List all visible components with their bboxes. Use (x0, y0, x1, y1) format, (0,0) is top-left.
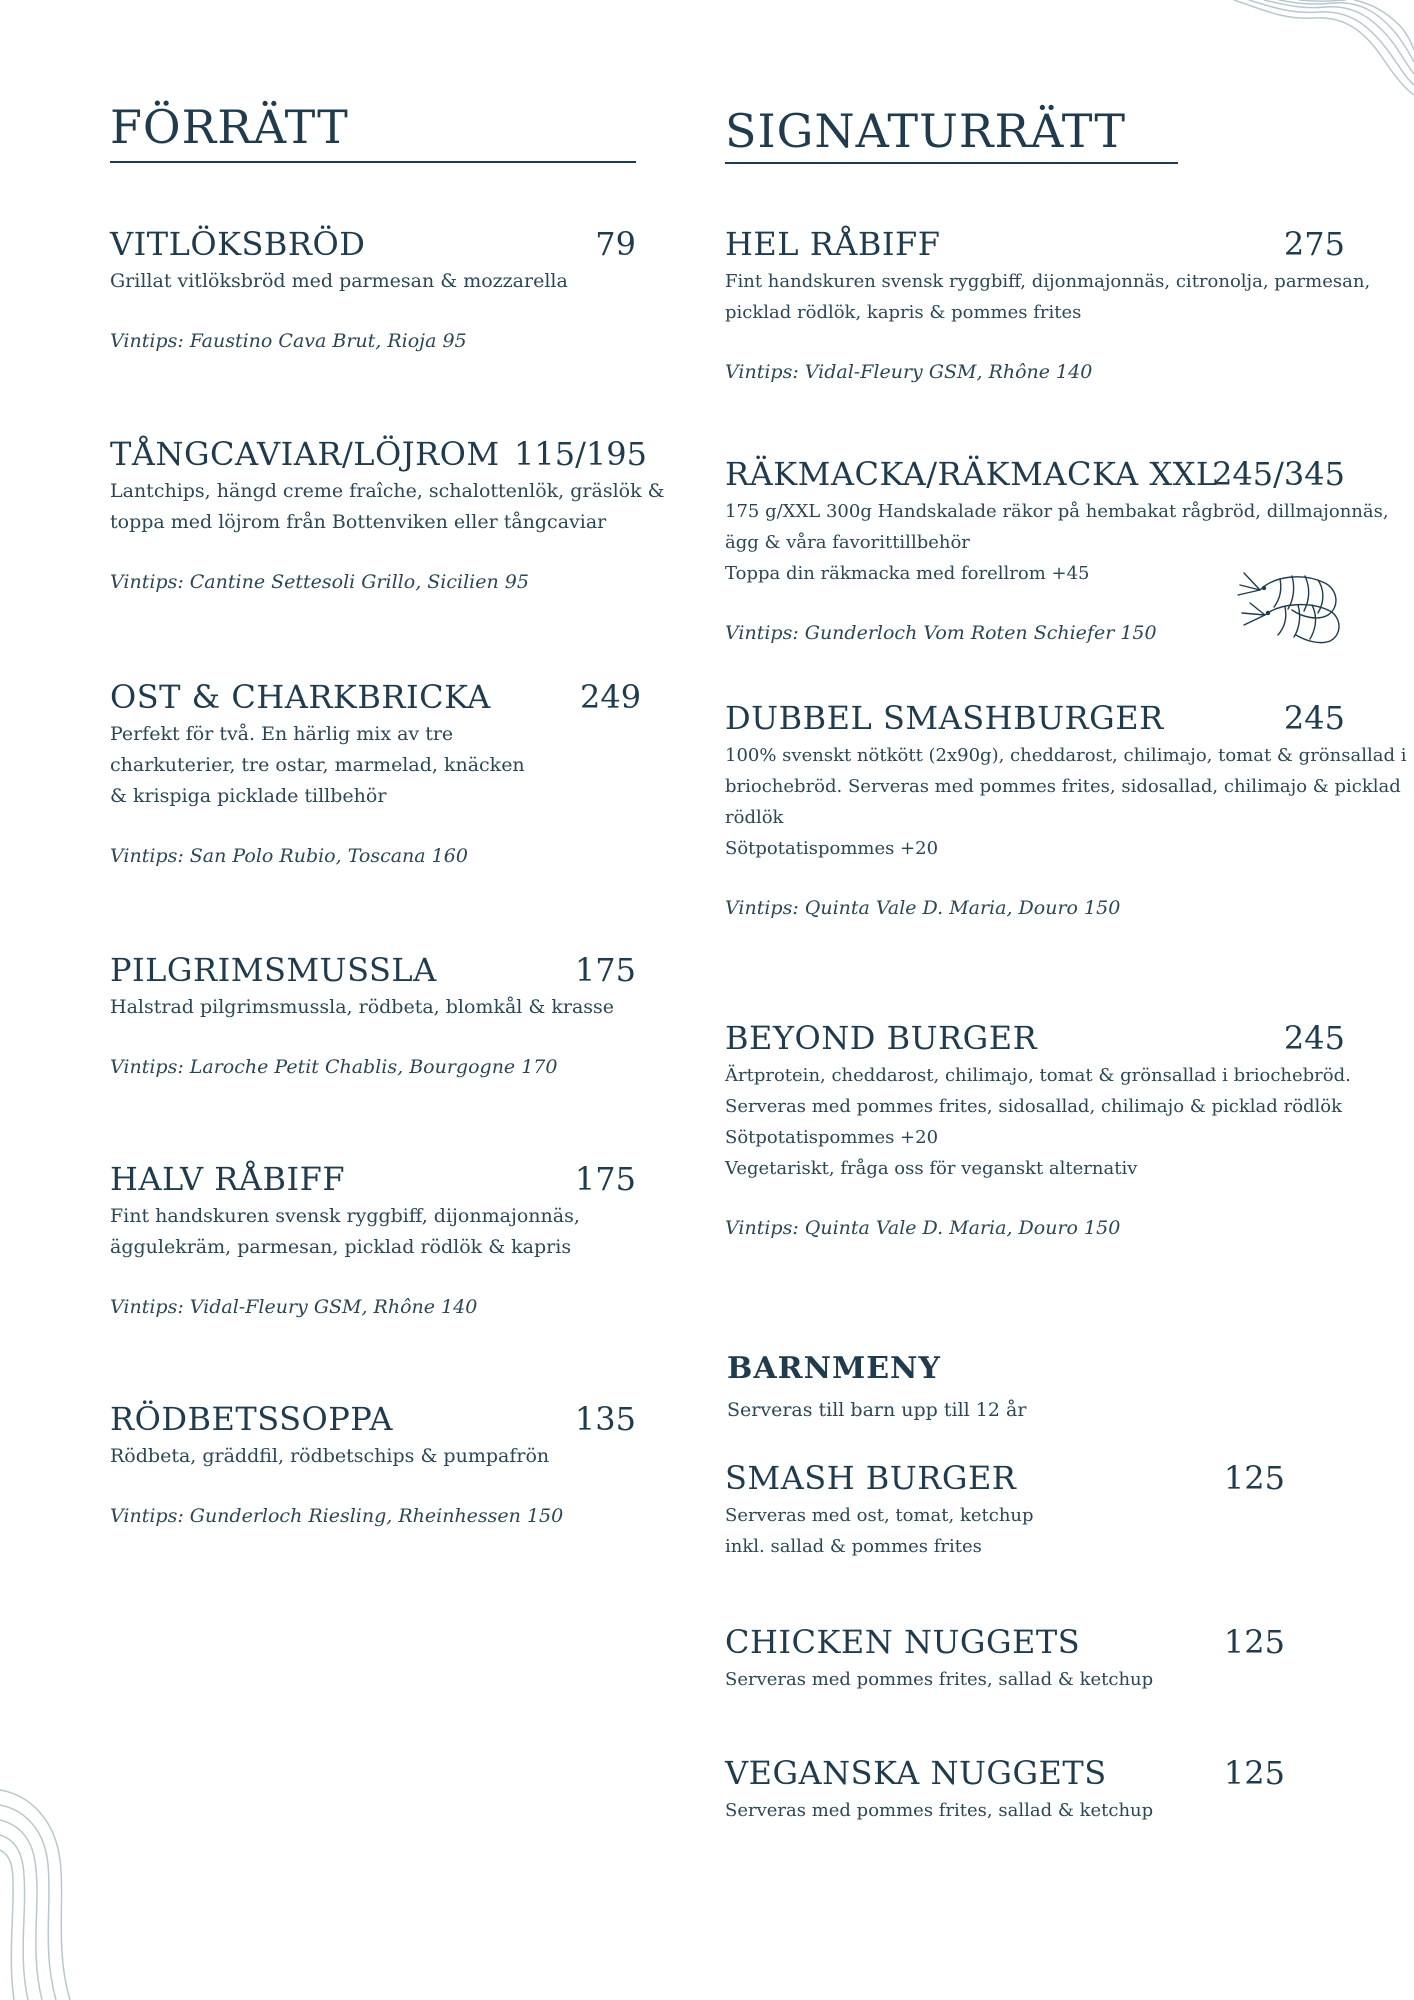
wine-tip: Vintips: Gunderloch Vom Roten Schiefer 150 (725, 622, 1157, 644)
wine-tip: Vintips: San Polo Rubio, Toscana 160 (110, 845, 468, 867)
item-name: VEGANSKA NUGGETS (725, 1754, 1107, 1792)
kids-menu-title: BARNMENY (727, 1351, 941, 1386)
kids-menu-item (725, 1622, 1285, 1695)
signature-title: SIGNATURRÄTT (725, 104, 1127, 158)
wine-tip: Vintips: Faustino Cava Brut, Rioja 95 (110, 330, 467, 352)
wine-tip: Vintips: Vidal-Fleury GSM, Rhône 140 (110, 1296, 478, 1318)
item-price: 249 (580, 678, 642, 716)
kids-menu-subtitle: Serveras till barn upp till 12 år (727, 1399, 1027, 1421)
item-name: CHICKEN NUGGETS (725, 1623, 1081, 1661)
item-price: 175 (574, 951, 636, 989)
wine-tip: Vintips: Gunderloch Riesling, Rheinhessen 150 (110, 1505, 564, 1527)
item-name: TÅNGCAVIAR/LÖJROM (110, 435, 500, 473)
wine-tip: Vintips: Cantine Settesoli Grillo, Sicilien 95 (110, 571, 529, 593)
menu-item (110, 950, 636, 1083)
signature-title-rule (725, 162, 1178, 164)
item-price: 125 (1223, 1754, 1285, 1792)
item-name: RÖDBETSSOPPA (110, 1400, 393, 1438)
item-name: RÄKMACKA/RÄKMACKA XXL (725, 455, 1218, 493)
starters-title: FÖRRÄTT (110, 100, 349, 154)
item-name: DUBBEL SMASHBURGER (725, 699, 1164, 737)
item-price: 275 (1283, 225, 1345, 263)
item-name: VITLÖKSBRÖD (110, 225, 366, 263)
shrimp-illustration (1230, 555, 1350, 650)
wine-tip: Vintips: Quinta Vale D. Maria, Douro 150 (725, 1217, 1121, 1239)
item-description: Fint handskuren svensk ryggbiff, dijonmajonnäs, äggulekräm, parmesan, picklad rödlök & kapris (110, 1205, 580, 1258)
menu-item (110, 677, 642, 872)
menu-item (725, 224, 1371, 388)
wine-tip: Vintips: Vidal-Fleury GSM, Rhône 140 (725, 361, 1093, 383)
item-price: 125 (1223, 1459, 1285, 1497)
item-price: 135 (574, 1400, 636, 1438)
item-description: Grillat vitlöksbröd med parmesan & mozzarella (110, 270, 568, 292)
item-price: 115/195 (514, 435, 647, 473)
item-name: OST & CHARKBRICKA (110, 678, 491, 716)
item-price: 125 (1223, 1623, 1285, 1661)
item-description: Ärtprotein, cheddarost, chilimajo, tomat & grönsallad i briochebröd. Serveras med pommes frites, sidosallad, chilimajo & picklad rödlök Sötpotatispommes +20 Vegetariskt, fråga oss för veganskt alternativ (725, 1065, 1351, 1179)
item-name: PILGRIMSMUSSLA (110, 951, 437, 989)
menu-item (725, 1018, 1351, 1244)
wave-decoration-top-right (1114, 0, 1414, 100)
wine-tip: Vintips: Quinta Vale D. Maria, Douro 150 (725, 897, 1121, 919)
kids-menu-item (725, 1753, 1285, 1826)
item-description: Serveras med pommes frites, sallad & ketchup (725, 1800, 1154, 1821)
item-description: Lantchips, hängd creme fraîche, schalottenlök, gräslök & toppa med löjrom från Bottenviken eller tångcaviar (110, 480, 665, 533)
kids-menu-item (725, 1458, 1285, 1562)
menu-item (110, 1159, 636, 1323)
item-price: 79 (595, 225, 636, 263)
item-description: Fint handskuren svensk ryggbiff, dijonmajonnäs, citronolja, parmesan, picklad rödlök, kapris & pommes frites (725, 271, 1371, 323)
item-price: 245/345 (1212, 455, 1345, 493)
item-description: Halstrad pilgrimsmussla, rödbeta, blomkål & krasse (110, 996, 615, 1018)
item-price: 245 (1283, 1019, 1345, 1057)
wine-tip: Vintips: Laroche Petit Chablis, Bourgogne 170 (110, 1056, 558, 1078)
menu-item (725, 698, 1407, 924)
starters-title-rule (110, 161, 636, 163)
item-description: Rödbeta, gräddfil, rödbetschips & pumpafrön (110, 1445, 550, 1467)
item-name: SMASH BURGER (725, 1459, 1017, 1497)
item-description: Perfekt för två. En härlig mix av tre charkuterier, tre ostar, marmelad, knäcken & krispiga picklade tillbehör (110, 723, 525, 807)
wave-decoration-bottom-left (0, 1780, 110, 2000)
item-price: 245 (1283, 699, 1345, 737)
item-name: HALV RÅBIFF (110, 1160, 346, 1198)
item-description: 175 g/XXL 300g Handskalade räkor på hembakat rågbröd, dillmajonnäs, ägg & våra favorittillbehör Toppa din räkmacka med forellrom +45 (725, 501, 1389, 584)
menu-item (110, 224, 636, 357)
item-description: Serveras med ost, tomat, ketchup inkl. sallad & pommes frites (725, 1505, 1034, 1557)
item-name: HEL RÅBIFF (725, 225, 941, 263)
item-name: BEYOND BURGER (725, 1019, 1038, 1057)
menu-item (110, 1399, 636, 1532)
item-price: 175 (574, 1160, 636, 1198)
item-description: Serveras med pommes frites, sallad & ketchup (725, 1669, 1154, 1690)
menu-item (110, 434, 665, 598)
item-description: 100% svenskt nötkött (2x90g), cheddarost, chilimajo, tomat & grönsallad i briochebröd. Serveras med pommes frites, sidosallad, chilimajo & picklad rödlök Sötpotatispommes +20 (725, 745, 1407, 859)
